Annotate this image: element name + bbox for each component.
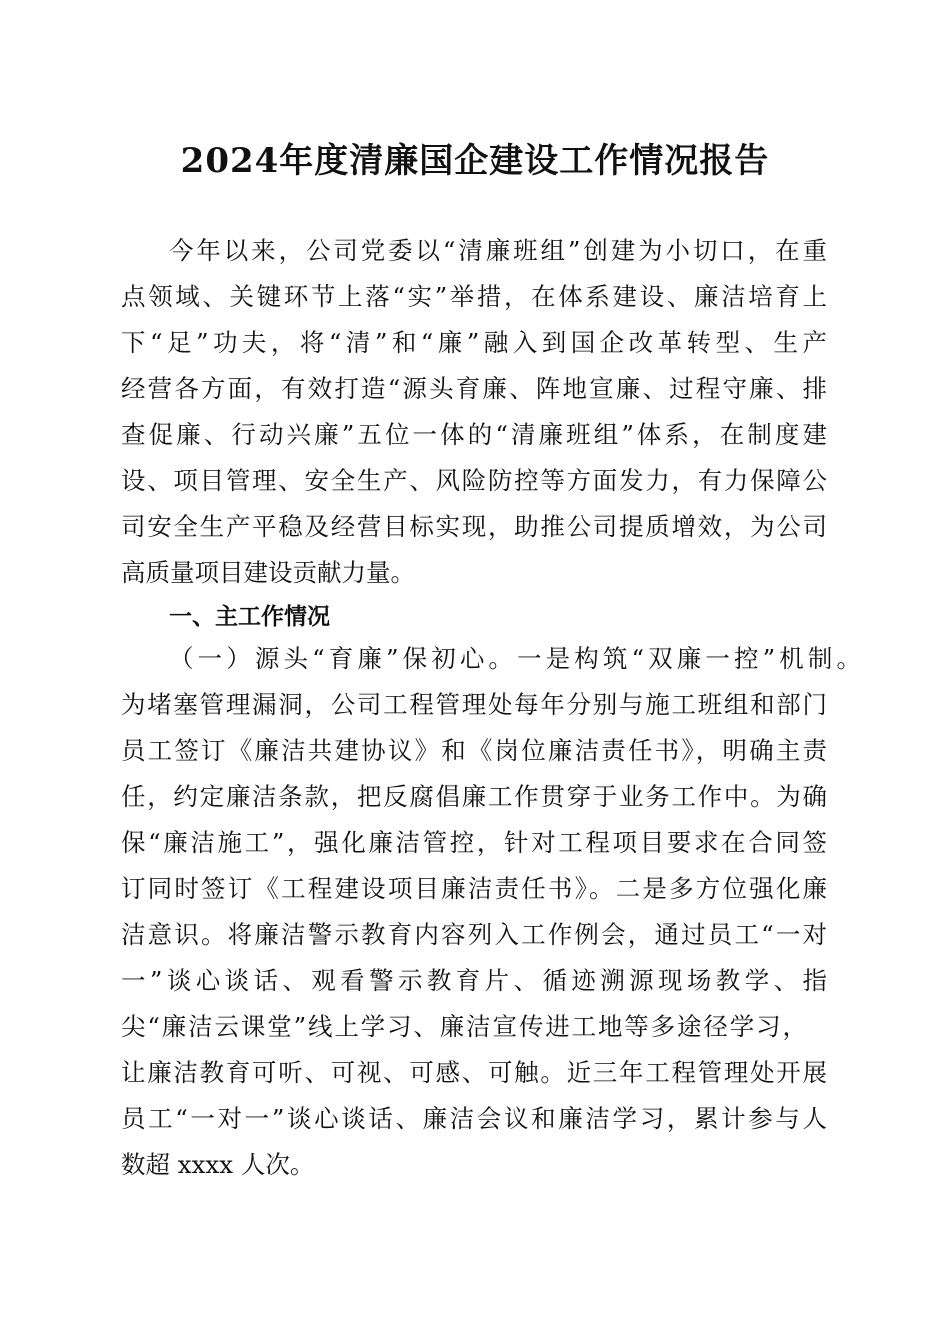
- paragraph-line: 下“足”功夫，将“清”和“廉”融入到国企改革转型、生产: [121, 328, 827, 357]
- paragraph-line: 高质量项目建设贡献力量。: [121, 558, 415, 587]
- paragraph-line: 订同时签订《工程建设项目廉洁责任书》。二是多方位强化廉: [121, 874, 827, 903]
- paragraph-line: 保“廉洁施工”，强化廉洁管控，针对工程项目要求在合同签: [121, 828, 827, 857]
- paragraph-line: 员工签订《廉洁共建协议》和《岗位廉洁责任书》，明确主责: [121, 736, 827, 765]
- paragraph-line: 为堵塞管理漏洞，公司工程管理处每年分别与施工班组和部门: [121, 690, 827, 719]
- paragraph-line: 洁意识。将廉洁警示教育内容列入工作例会，通过员工“一对: [121, 920, 827, 949]
- paragraph-line: 经营各方面，有效打造“源头育廉、阵地宣廉、过程守廉、排: [121, 374, 827, 403]
- paragraph-line: 设、项目管理、安全生产、风险防控等方面发力，有力保障公: [121, 466, 827, 495]
- paragraph-line: 查促廉、行动兴廉”五位一体的“清廉班组”体系，在制度建: [121, 420, 827, 449]
- paragraph-line: 今年以来，公司党委以“清廉班组”创建为小切口，在重: [169, 236, 827, 265]
- paragraph-line: 司安全生产平稳及经营目标实现，助推公司提质增效，为公司: [121, 512, 827, 541]
- paragraph-line: 员工“一对一”谈心谈话、廉洁会议和廉洁学习，累计参与人: [121, 1104, 827, 1133]
- section-heading: 一、主工作情况: [169, 604, 330, 630]
- paragraph-line: 一”谈心谈话、观看警示教育片、循迹溯源现场教学、指: [121, 966, 827, 995]
- paragraph-line: 任，约定廉洁条款，把反腐倡廉工作贯穿于业务工作中。为确: [121, 782, 827, 811]
- document-title: 2024年度清廉国企建设工作情况报告: [180, 141, 770, 181]
- paragraph-line: （一）源头“育廉”保初心。一是构筑“双廉一控”机制。: [169, 644, 861, 673]
- paragraph-line: 数超 xxxx 人次。: [121, 1150, 315, 1179]
- paragraph-line: 点领域、关键环节上落“实”举措，在体系建设、廉洁培育上: [121, 282, 827, 311]
- paragraph-line: 尖“廉洁云课堂”线上学习、廉洁宣传进工地等多途径学习，: [121, 1012, 807, 1041]
- paragraph-line: 让廉洁教育可听、可视、可感、可触。近三年工程管理处开展: [121, 1058, 827, 1087]
